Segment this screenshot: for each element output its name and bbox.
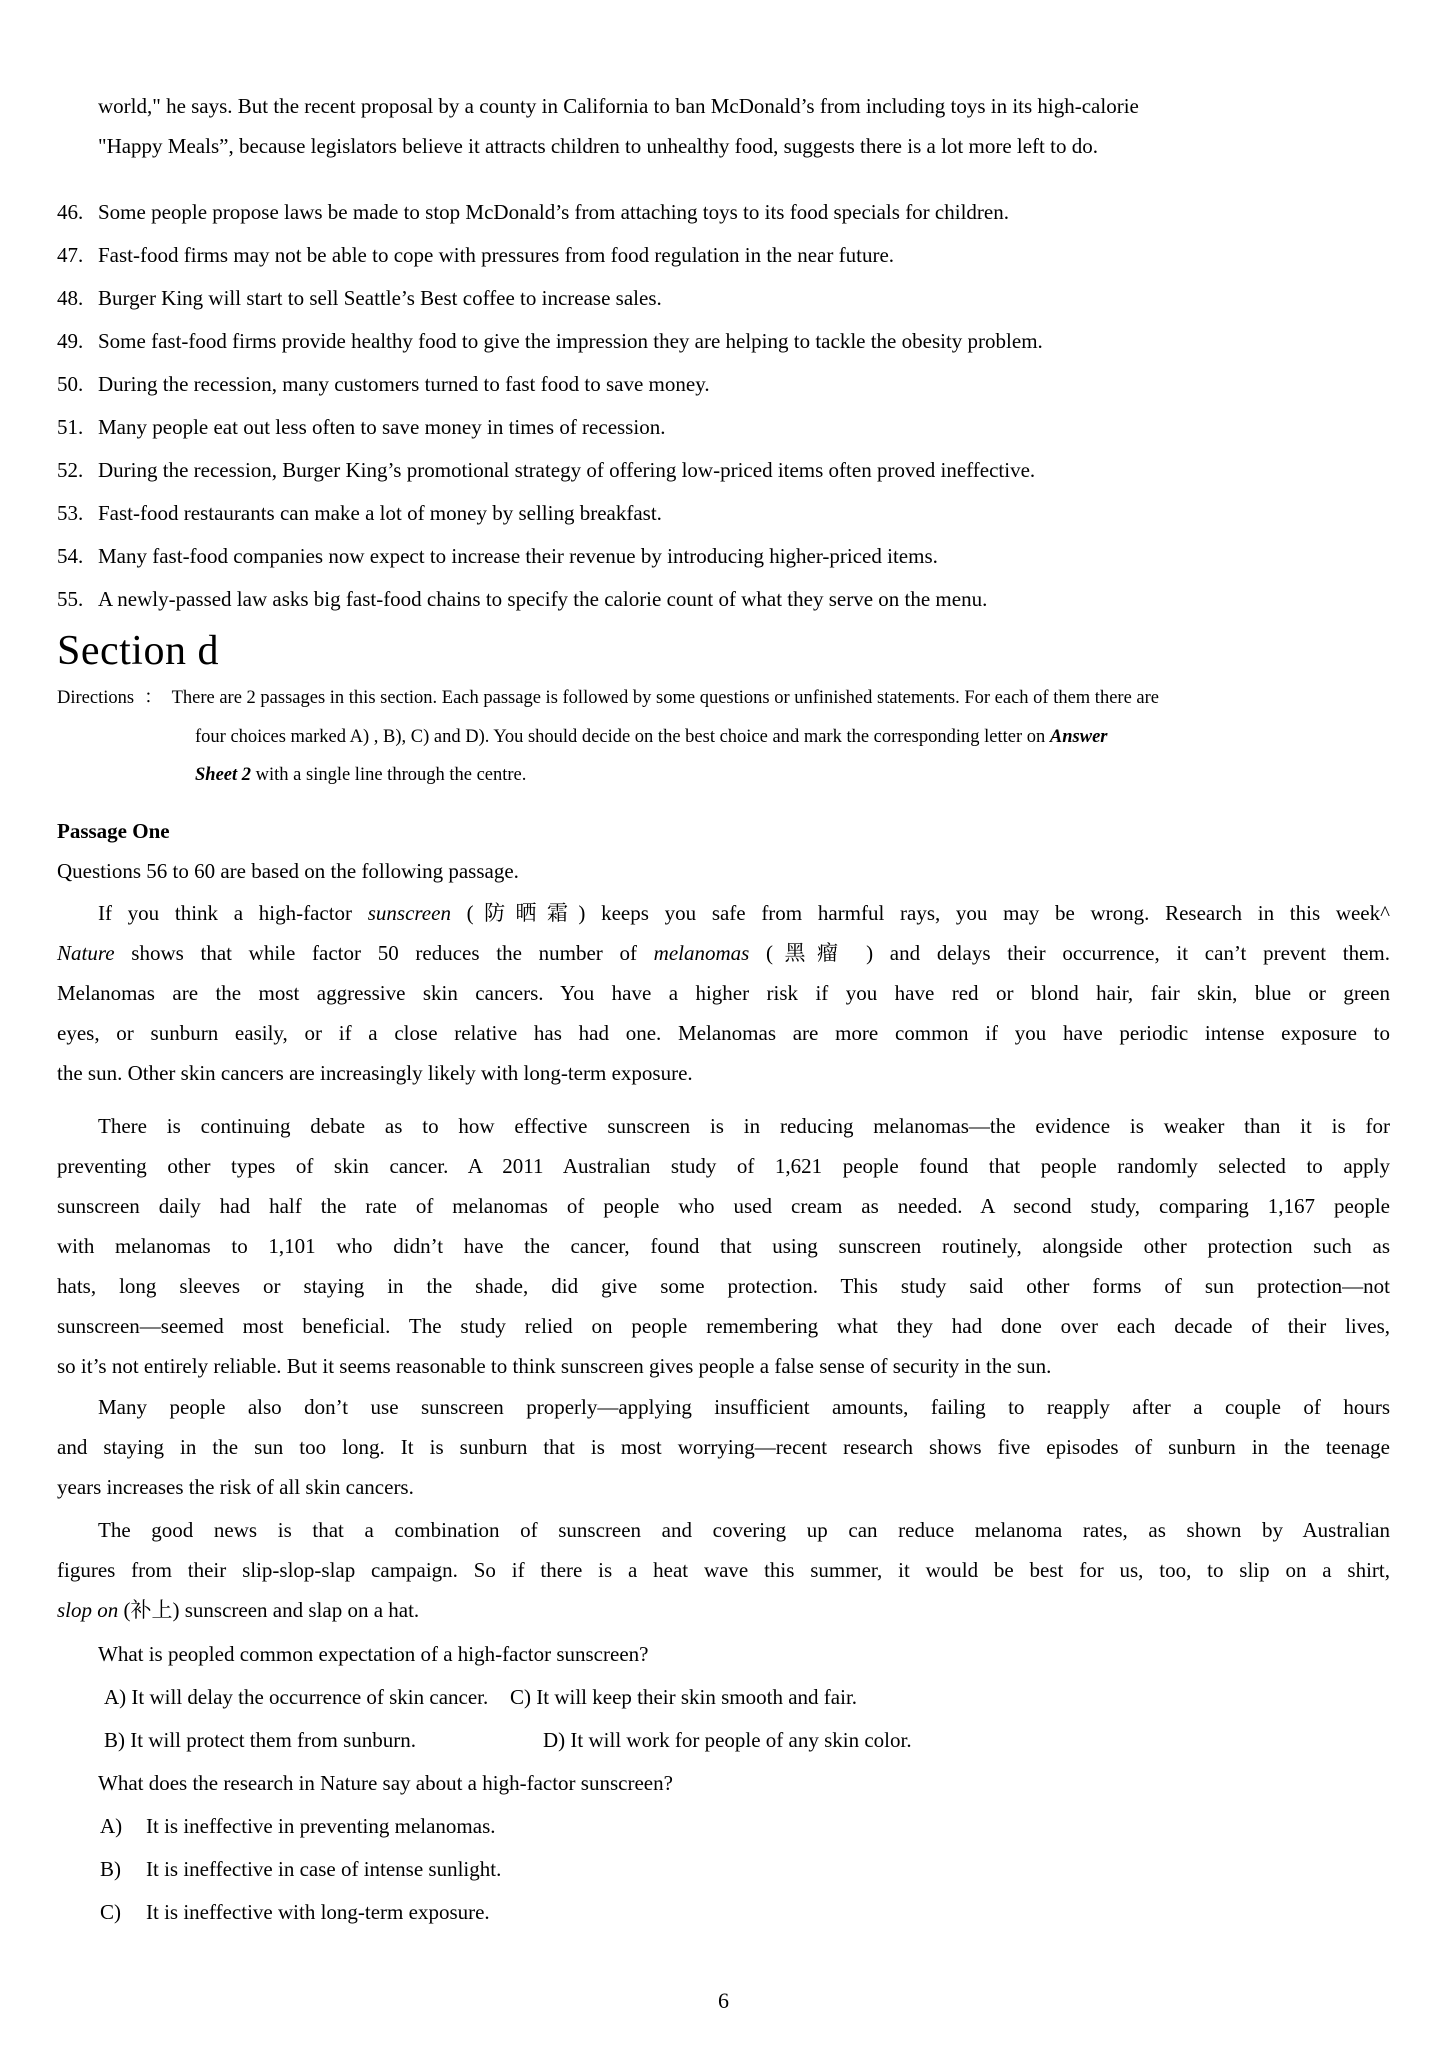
passage-line: Many people also don’t use sunscreen properly—applying insufficient amounts, failing to reapply after a couple of hours <box>98 1394 1390 1419</box>
passage-paragraph <box>57 1510 1390 1630</box>
question-stem: What is peopled common expectation of a high-factor sunscreen? <box>98 1641 649 1666</box>
passage-line: figures from their slip-slop-slap campaign. So if there is a heat wave this summer, it would be best for us, too, to slip on a shirt, <box>57 1557 1390 1582</box>
statement-number: 51. <box>57 415 84 439</box>
option-label: A) <box>104 1684 127 1709</box>
directions-line <box>195 718 1390 757</box>
text-segment: shows that while factor 50 reduces the number of <box>114 940 654 965</box>
passage-subheading: Questions 56 to 60 are based on the following passage. <box>57 858 519 883</box>
option <box>543 1728 912 1752</box>
option-text: It will work for people of any skin color. <box>565 1727 912 1752</box>
intro-line: "Happy Meals”, because legislators believe it attracts children to unhealthy food, suggests there is a lot more left to do. <box>98 134 1098 158</box>
statement-number: 48. <box>57 286 84 310</box>
passage-line: The good news is that a combination of sunscreen and covering up can reduce melanoma rates, as shown by Australian <box>98 1517 1390 1542</box>
text-segment: (补上) sunscreen and slap on a hat. <box>118 1597 420 1622</box>
text-segment: with a single line through the centre. <box>251 765 527 785</box>
option <box>104 1676 510 1719</box>
option <box>57 1805 1390 1848</box>
option-text: It will protect them from sunburn. <box>125 1727 417 1752</box>
text-segment: Answer <box>1049 726 1108 747</box>
passage-line: There is continuing debate as to how effective sunscreen is in reducing melanomas—the evidence is weaker than it is for <box>98 1113 1390 1138</box>
statement-number: 52. <box>57 458 84 482</box>
option-label: B) <box>100 1856 121 1881</box>
statement-item <box>57 535 1390 578</box>
statement-text: Some fast-food firms provide healthy food to give the impression they are helping to tackle the obesity problem. <box>98 329 1043 353</box>
statement-number: 49. <box>57 329 84 353</box>
statement-item <box>57 191 1390 234</box>
section-title: Section d <box>57 628 219 674</box>
passage-line: preventing other types of skin cancer. A 2011 Australian study of 1,621 people found that people randomly selected to apply <box>57 1153 1390 1178</box>
directions <box>57 679 1390 795</box>
intro-line: world," he says. But the recent proposal by a county in California to ban McDonald’s from including toys in its high-calorie <box>98 94 1139 118</box>
text-segment: Nature <box>57 940 115 965</box>
passage-paragraph <box>57 1387 1390 1507</box>
statement-item <box>57 234 1390 277</box>
text-segment: If you think a high-factor <box>98 900 368 925</box>
option <box>57 1848 1390 1891</box>
intro-paragraph <box>57 86 1390 166</box>
text-segment: Sheet 2 <box>195 765 252 785</box>
statement-text: Many people eat out less often to save money in times of recession. <box>98 415 666 439</box>
statement-item <box>57 449 1390 492</box>
directions-line <box>57 679 1390 718</box>
statement-text: Fast-food restaurants can make a lot of money by selling breakfast. <box>98 501 662 525</box>
statement-item <box>57 320 1390 363</box>
statement-text: A newly-passed law asks big fast-food chains to specify the calorie count of what they serve on the menu. <box>98 587 988 611</box>
passage-body <box>57 893 1390 1630</box>
statement-text: During the recession, Burger King’s promotional strategy of offering low-priced items often proved ineffective. <box>98 458 1036 482</box>
passage-line <box>57 893 1390 933</box>
passage-line: the sun. Other skin cancers are increasingly likely with long-term exposure. <box>57 1060 693 1085</box>
options-row <box>57 1719 1390 1762</box>
passage-paragraph <box>57 1106 1390 1386</box>
option <box>104 1719 543 1762</box>
option-label: B) <box>104 1727 125 1752</box>
passage-line: with melanomas to 1,101 who didn’t have the cancer, found that using sunscreen routinely, alongside other protection such as <box>57 1233 1390 1258</box>
option-text: It is ineffective in preventing melanomas. <box>146 1813 496 1838</box>
options-row <box>57 1676 1390 1719</box>
text-segment: four choices marked A) , B), C) and D). You should decide on the best choice and mark the corresponding letter on <box>195 726 1050 747</box>
statement-text: Some people propose laws be made to stop McDonald’s from attaching toys to its food specials for children. <box>98 200 1009 224</box>
statements-list <box>57 191 1390 621</box>
text-segment: (防晒霜) keeps you safe from harmful rays, you may be wrong. Research in this week^ <box>450 900 1390 925</box>
statement-number: 53. <box>57 501 84 525</box>
option-label: D) <box>543 1727 566 1752</box>
statement-number: 55. <box>57 587 84 611</box>
option-label: C) <box>510 1684 531 1709</box>
passage-line: Melanomas are the most aggressive skin cancers. You have a higher risk if you have red or blond hair, fair skin, blue or green <box>57 980 1390 1005</box>
statement-number: 54. <box>57 544 84 568</box>
passage-line: hats, long sleeves or staying in the shade, did give some protection. This study said other forms of sun protection—not <box>57 1273 1390 1298</box>
passage-line: eyes, or sunburn easily, or if a close relative has had one. Melanomas are more common if you have periodic intense exposure to <box>57 1020 1390 1045</box>
statement-text: During the recession, many customers turned to fast food to save money. <box>98 372 710 396</box>
passage-heading: Passage One <box>57 818 170 843</box>
directions-line <box>195 756 1390 795</box>
directions-colon: ： <box>144 688 163 708</box>
passage-line: so it’s not entirely reliable. But it seems reasonable to think sunscreen gives people a false sense of security in the sun. <box>57 1353 1052 1378</box>
text-segment: slop on <box>57 1597 119 1622</box>
passage-paragraph <box>57 893 1390 1093</box>
option-text: It will keep their skin smooth and fair. <box>531 1684 858 1709</box>
page-number: 6 <box>718 1988 729 2013</box>
statement-number: 47. <box>57 243 84 267</box>
passage-line: sunscreen—seemed most beneficial. The study relied on people remembering what they had done over each decade of their lives, <box>57 1313 1390 1338</box>
statement-text: Burger King will start to sell Seattle’s Best coffee to increase sales. <box>98 286 662 310</box>
option <box>57 1891 1390 1934</box>
statement-text: Many fast-food companies now expect to increase their revenue by introducing higher-priced items. <box>98 544 938 568</box>
option-text: It will delay the occurrence of skin cancer. <box>126 1684 489 1709</box>
text-segment: sunscreen <box>367 900 451 925</box>
option-text: It is ineffective in case of intense sunlight. <box>146 1856 502 1881</box>
option-label: C) <box>100 1899 121 1924</box>
statement-item <box>57 492 1390 535</box>
passage-line: sunscreen daily had half the rate of melanomas of people who used cream as needed. A second study, comparing 1,167 people <box>57 1193 1390 1218</box>
passage-line: years increases the risk of all skin cancers. <box>57 1474 414 1499</box>
statement-text: Fast-food firms may not be able to cope with pressures from food regulation in the near future. <box>98 243 895 267</box>
option-text: It is ineffective with long-term exposure. <box>146 1899 490 1924</box>
question-stem: What does the research in Nature say about a high-factor sunscreen? <box>98 1770 673 1795</box>
statement-item <box>57 578 1390 621</box>
option-label: A) <box>100 1813 123 1838</box>
statement-item <box>57 363 1390 406</box>
text-segment: (黑瘤 ) and delays their occurrence, it can’t prevent them. <box>749 940 1391 965</box>
statement-number: 50. <box>57 372 84 396</box>
text-segment: melanomas <box>653 940 750 965</box>
statement-number: 46. <box>57 200 84 224</box>
directions-label: Directions <box>57 688 135 708</box>
option <box>510 1685 857 1709</box>
passage-line <box>57 933 1390 973</box>
questions-block <box>57 1633 1390 1934</box>
statement-item <box>57 277 1390 320</box>
passage-line <box>57 1590 1390 1630</box>
passage-line: and staying in the sun too long. It is sunburn that is most worrying—recent research shows five episodes of sunburn in the teenage <box>57 1434 1390 1459</box>
text-segment: There are 2 passages in this section. Each passage is followed by some questions or unfinished statements. For each of them there are <box>171 688 1159 708</box>
statement-item <box>57 406 1390 449</box>
